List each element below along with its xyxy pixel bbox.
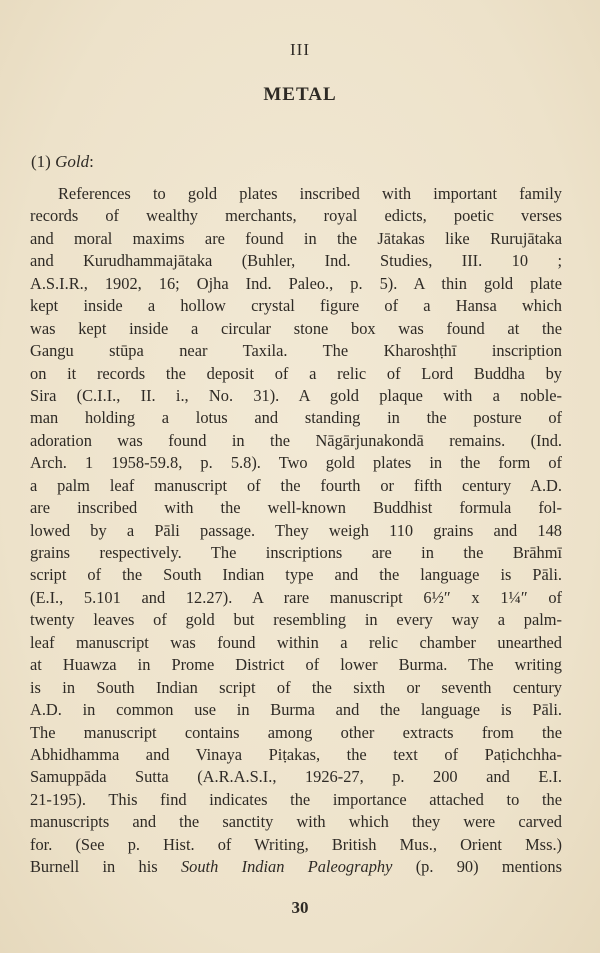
- text-line: on it records the deposit of a relic of Lord Buddha by: [30, 363, 562, 383]
- text-line: man holding a lotus and standing in the posture of: [30, 408, 562, 428]
- text-line: A.D. in common use in Burma and the language is Pāli.: [30, 700, 562, 720]
- text-line: is in South Indian script of the sixth or seventh century: [30, 677, 562, 697]
- text-line: and Kurudhammajātaka (Buhler, Ind. Studies, III. 10 ;: [30, 251, 562, 271]
- text-line: script of the South Indian type and the language is Pāli.: [30, 565, 562, 585]
- text-line: manuscripts and the sanctity with which they were carved: [30, 812, 562, 832]
- text-line-last: [30, 856, 562, 878]
- text-line: adoration was found in the Nāgārjunakondā remains. (Ind.: [30, 430, 562, 450]
- body-paragraph: [30, 183, 562, 879]
- text-line: grains respectively. The inscriptions are in the Brāhmī: [30, 543, 562, 562]
- text-line: at Huawza in Prome District of lower Burma. The writing: [30, 655, 562, 675]
- text-line: a palm leaf manuscript of the fourth or fifth century A.D.: [30, 475, 562, 495]
- text-line: Abhidhamma and Vinaya Piṭakas, the text of Paṭichchha-: [30, 744, 562, 764]
- text-line: A.S.I.R., 1902, 16; Ojha Ind. Paleo., p. 5). A thin gold plate: [30, 273, 562, 293]
- text-line: and moral maxims are found in the Jātakas like Rurujātaka: [30, 228, 562, 248]
- section-title: Gold: [55, 152, 90, 171]
- last-line-end: (p. 90) mentions: [415, 857, 562, 877]
- text-line: References to gold plates inscribed with important family: [58, 184, 562, 203]
- text-line: Gangu stūpa near Taxila. The Kharoshṭhī inscription: [30, 341, 562, 361]
- last-line-start: Burnell in his: [30, 857, 158, 877]
- chapter-number: III: [290, 40, 310, 59]
- section-colon: :: [89, 152, 94, 171]
- section-index: (1): [31, 152, 51, 171]
- text-line: Arch. 1 1958-59.8, p. 5.8). Two gold plates in the form of: [30, 453, 562, 473]
- text-line: kept inside a hollow crystal figure of a Hansa which: [30, 296, 562, 316]
- text-line: records of wealthy merchants, royal edicts, poetic verses: [30, 206, 562, 226]
- section-heading: [31, 152, 94, 172]
- text-line: was kept inside a circular stone box was found at the: [30, 318, 562, 338]
- page-number: 30: [291, 898, 309, 917]
- text-line: lowed by a Pāli passage. They weigh 110 grains and 148: [30, 520, 562, 540]
- text-line: Samuppāda Sutta (A.R.A.S.I., 1926-27, p. 200 and E.I.: [30, 767, 562, 787]
- text-line: (E.I., 5.101 and 12.27). A rare manuscript 6½″ x 1¼″ of: [30, 587, 562, 607]
- text-line: Sira (C.I.I., II. i., No. 31). A gold plaque with a noble-: [30, 385, 562, 405]
- text-line: 21-195). This find indicates the importance attached to the: [30, 789, 562, 809]
- text-line: twenty leaves of gold but resembling in every way a palm-: [30, 610, 562, 630]
- chapter-title: METAL: [263, 84, 337, 105]
- book-title-italic: South Indian Paleography: [180, 857, 393, 877]
- text-line: are inscribed with the well-known Buddhist formula fol-: [30, 498, 562, 518]
- text-line: for. (See p. Hist. of Writing, British Mus., Orient Mss.): [30, 834, 562, 854]
- text-line: leaf manuscript was found within a relic chamber unearthed: [30, 632, 562, 652]
- text-line: The manuscript contains among other extracts from the: [30, 722, 562, 742]
